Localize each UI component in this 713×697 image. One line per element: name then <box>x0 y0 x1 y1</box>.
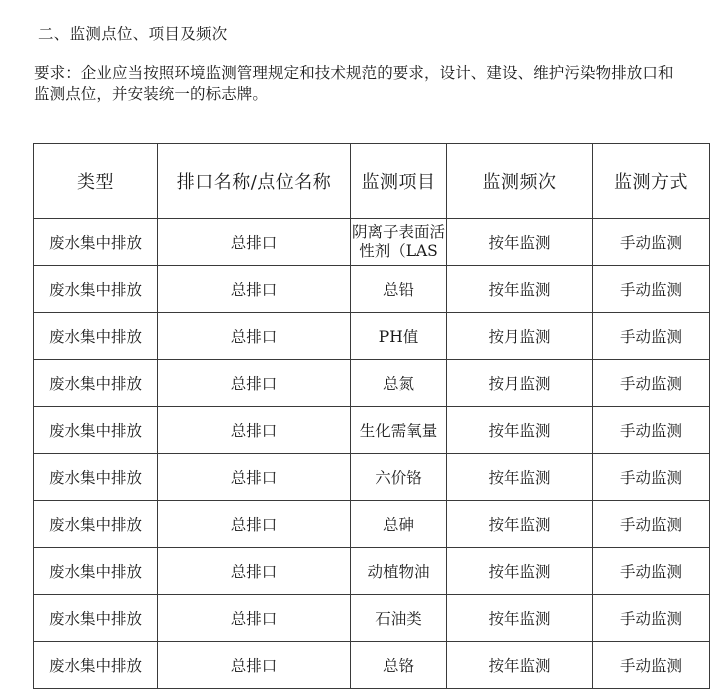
requirement-text <box>34 63 704 105</box>
cell-frequency: 按年监测 <box>447 454 593 501</box>
requirement-line-2: 监测点位，并安装统一的标志牌。 <box>34 85 269 103</box>
cell-item: PH值 <box>351 313 447 360</box>
table-row <box>34 360 710 407</box>
cell-frequency: 按年监测 <box>447 548 593 595</box>
cell-item: 石油类 <box>351 595 447 642</box>
table-row <box>34 313 710 360</box>
cell-frequency: 按年监测 <box>447 407 593 454</box>
cell-type: 废水集中排放 <box>34 501 158 548</box>
header-method: 监测方式 <box>593 144 710 219</box>
monitoring-table <box>33 143 710 689</box>
cell-frequency: 按年监测 <box>447 501 593 548</box>
table-row <box>34 548 710 595</box>
cell-item: 动植物油 <box>351 548 447 595</box>
table-row <box>34 642 710 689</box>
cell-outlet: 总排口 <box>158 266 351 313</box>
cell-item: 阴离子表面活性剂（LAS <box>351 219 447 266</box>
cell-method: 手动监测 <box>593 454 710 501</box>
cell-item: 生化需氧量 <box>351 407 447 454</box>
cell-type: 废水集中排放 <box>34 595 158 642</box>
cell-outlet: 总排口 <box>158 360 351 407</box>
cell-outlet: 总排口 <box>158 548 351 595</box>
cell-outlet: 总排口 <box>158 501 351 548</box>
cell-frequency: 按月监测 <box>447 313 593 360</box>
section-title: 二、监测点位、项目及频次 <box>38 25 228 43</box>
cell-outlet: 总排口 <box>158 642 351 689</box>
cell-item: 六价铬 <box>351 454 447 501</box>
cell-frequency: 按年监测 <box>447 595 593 642</box>
header-frequency: 监测频次 <box>447 144 593 219</box>
table-row <box>34 266 710 313</box>
cell-method: 手动监测 <box>593 407 710 454</box>
header-type: 类型 <box>34 144 158 219</box>
cell-method: 手动监测 <box>593 219 710 266</box>
cell-method: 手动监测 <box>593 595 710 642</box>
cell-method: 手动监测 <box>593 642 710 689</box>
cell-method: 手动监测 <box>593 548 710 595</box>
cell-item: 总氮 <box>351 360 447 407</box>
table-row <box>34 595 710 642</box>
cell-method: 手动监测 <box>593 313 710 360</box>
cell-outlet: 总排口 <box>158 454 351 501</box>
table-row <box>34 501 710 548</box>
cell-outlet: 总排口 <box>158 595 351 642</box>
cell-frequency: 按年监测 <box>447 642 593 689</box>
cell-outlet: 总排口 <box>158 219 351 266</box>
cell-frequency: 按年监测 <box>447 219 593 266</box>
cell-method: 手动监测 <box>593 266 710 313</box>
cell-frequency: 按月监测 <box>447 360 593 407</box>
requirement-line-1: 要求：企业应当按照环境监测管理规定和技术规范的要求，设计、建设、维护污染物排放口和 <box>34 64 674 82</box>
cell-type: 废水集中排放 <box>34 642 158 689</box>
cell-type: 废水集中排放 <box>34 360 158 407</box>
cell-type: 废水集中排放 <box>34 454 158 501</box>
table-row <box>34 454 710 501</box>
cell-outlet: 总排口 <box>158 313 351 360</box>
cell-method: 手动监测 <box>593 501 710 548</box>
cell-frequency: 按年监测 <box>447 266 593 313</box>
table-row <box>34 219 710 266</box>
header-outlet-name: 排口名称/点位名称 <box>158 144 351 219</box>
table-header-row <box>34 144 710 219</box>
cell-type: 废水集中排放 <box>34 313 158 360</box>
cell-method: 手动监测 <box>593 360 710 407</box>
cell-type: 废水集中排放 <box>34 219 158 266</box>
cell-item: 总铅 <box>351 266 447 313</box>
cell-outlet: 总排口 <box>158 407 351 454</box>
header-monitoring-item: 监测项目 <box>351 144 447 219</box>
cell-item: 总铬 <box>351 642 447 689</box>
cell-item: 总砷 <box>351 501 447 548</box>
cell-type: 废水集中排放 <box>34 266 158 313</box>
cell-type: 废水集中排放 <box>34 548 158 595</box>
table-row <box>34 407 710 454</box>
cell-type: 废水集中排放 <box>34 407 158 454</box>
